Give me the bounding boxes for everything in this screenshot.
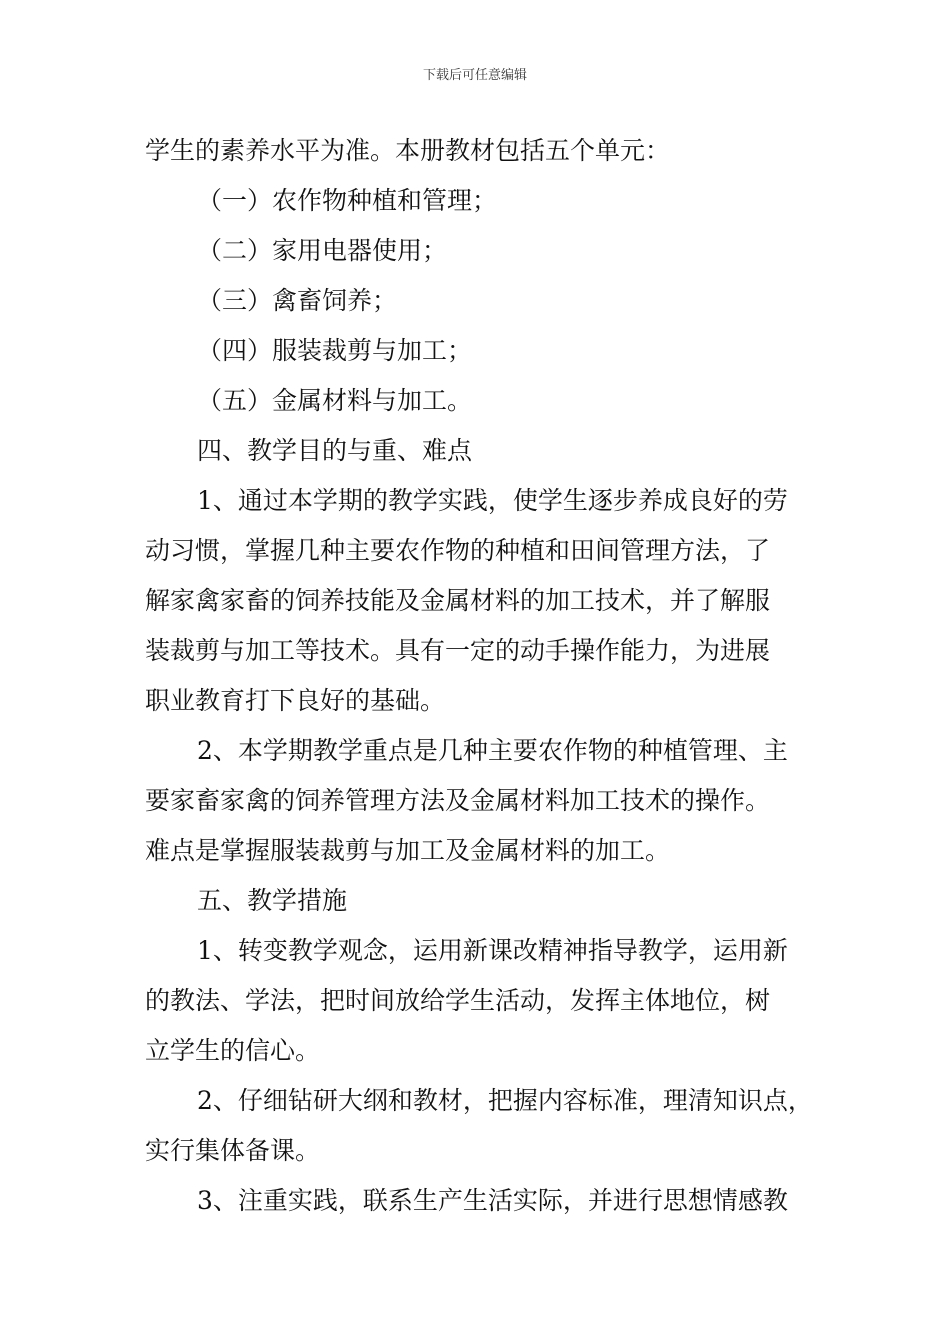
paragraph-line: 3、注重实践，联系生产生活实际，并进行思想情感教 — [197, 1186, 788, 1215]
section-heading-measures: 五、教学措施 — [197, 886, 348, 915]
paragraph-line: 难点是掌握服装裁剪与加工及金属材料的加工。 — [145, 836, 671, 865]
paragraph-line: 装裁剪与加工等技术。具有一定的动手操作能力，为进展 — [145, 636, 771, 665]
unit-item-3: （三）禽畜饲养； — [197, 286, 398, 315]
paragraph-line: 动习惯，掌握几种主要农作物的种植和田间管理方法，了 — [145, 536, 771, 565]
unit-item-1: （一）农作物种植和管理； — [197, 186, 498, 215]
paragraph-line: 实行集体备课。 — [145, 1136, 321, 1165]
unit-item-5: （五）金属材料与加工。 — [197, 386, 473, 415]
paragraph-line: 1、转变教学观念，运用新课改精神指导教学，运用新 — [197, 936, 788, 965]
paragraph-line: 1、通过本学期的教学实践，使学生逐步养成良好的劳 — [197, 486, 788, 515]
paragraph-line: 立学生的信心。 — [145, 1036, 321, 1065]
paragraph-line: 要家畜家禽的饲养管理方法及金属材料加工技术的操作。 — [145, 786, 771, 815]
paragraph-line: 2、本学期教学重点是几种主要农作物的种植管理、主 — [197, 736, 788, 765]
section-heading-goals: 四、教学目的与重、难点 — [197, 436, 473, 465]
unit-item-4: （四）服装裁剪与加工； — [197, 336, 473, 365]
paragraph-line: 的教法、学法，把时间放给学生活动，发挥主体地位，树 — [145, 986, 771, 1015]
page-header: 下载后可任意编辑 — [422, 68, 527, 83]
unit-item-2: （二）家用电器使用； — [197, 236, 448, 265]
paragraph-line: 职业教育打下良好的基础。 — [145, 686, 446, 715]
paragraph-line: 解家禽家畜的饲养技能及金属材料的加工技术，并了解服 — [145, 586, 771, 615]
paragraph-line: 学生的素养水平为准。本册教材包括五个单元： — [145, 136, 671, 165]
paragraph-line: 2、仔细钻研大纲和教材，把握内容标准，理清知识点， — [197, 1086, 813, 1115]
document-body — [145, 126, 815, 1226]
